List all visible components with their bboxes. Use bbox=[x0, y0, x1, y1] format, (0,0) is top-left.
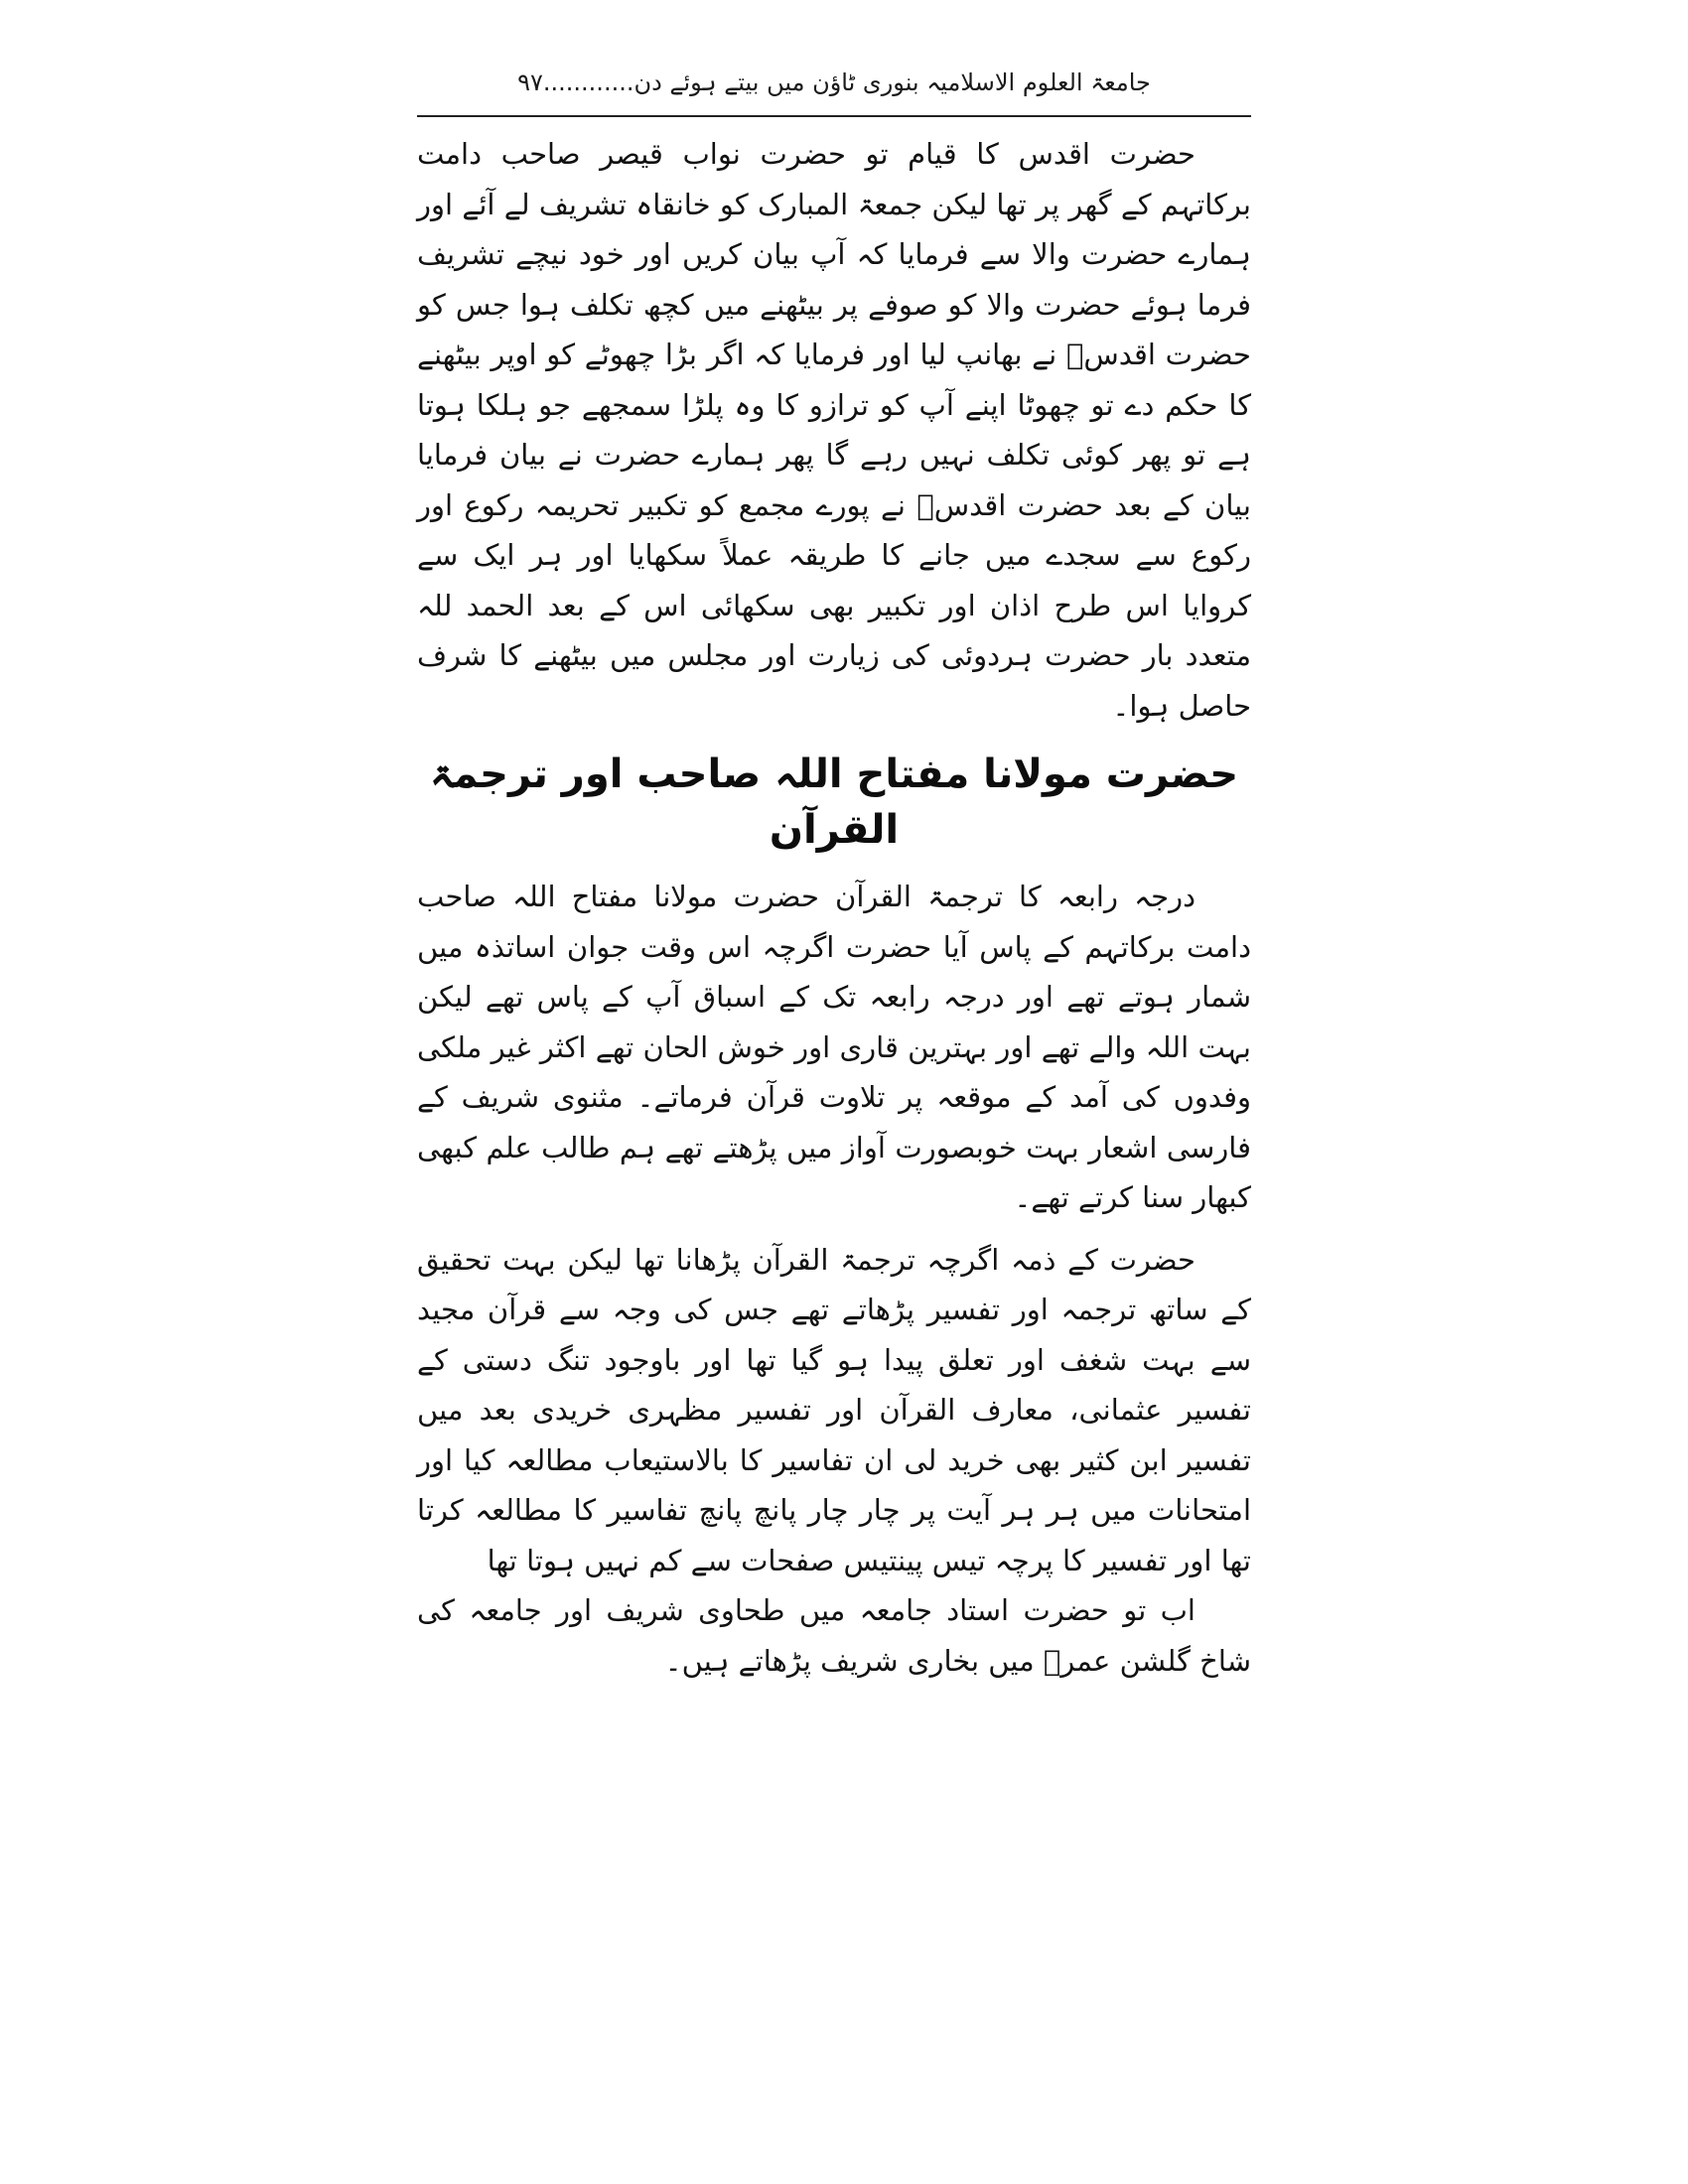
document-page bbox=[417, 48, 1251, 1678]
body-text bbox=[417, 129, 1251, 1686]
header-rule bbox=[417, 115, 1251, 117]
running-header: جامعۃ العلوم الاسلامیہ بنوری ٹاؤن میں بیتے ہوئے دن............۹۷ bbox=[517, 68, 1151, 96]
paragraph-gap bbox=[417, 1223, 1251, 1235]
paragraph-hazrat-aqdas-visit: حضرت اقدس کا قیام تو حضرت نواب قیصر صاحب دامت برکاتہم کے گھر پر تھا لیکن جمعۃ المبارک کو خانقاہ تشریف لے آئے اور ہمارے حضرت والا سے فرمایا کہ آپ بیان کریں اور خود نیچے تشریف فرما ہوئے حضرت والا کو صوفے پر بیٹھنے میں کچھ تکلف ہوا جس کو حضرت اقدسؒ نے بھانپ لیا اور فرمایا کہ اگر بڑا چھوٹے کو اوپر بیٹھنے کا حکم دے تو چھوٹا اپنے آپ کو ترازو کا وہ پلڑا سمجھے جو ہلکا ہوتا ہے تو پھر کوئی تکلف نہیں رہے گا پھر ہمارے حضرت نے بیان فرمایا بیان کے بعد حضرت اقدسؒ نے پورے مجمع کو تکبیر تحریمہ رکوع اور رکوع سے سجدے میں جانے کا طریقہ عملاً سکھایا اور ہر ایک سے کروایا اس طرح اذان اور تکبیر بھی سکھائی اس کے بعد الحمد للہ متعدد بار حضرت ہردوئی کی زیارت اور مجلس میں بیٹھنے کا شرف حاصل ہوا۔ bbox=[417, 137, 1251, 723]
paragraph-tafseer-study: حضرت کے ذمہ اگرچہ ترجمۃ القرآن پڑھانا تھا لیکن بہت تحقیق کے ساتھ ترجمہ اور تفسیر پڑھاتے تھے جس کی وجہ سے قرآن مجید سے بہت شغف اور تعلق پیدا ہو گیا تھا اور باوجود تنگ دستی کے تفسیر عثمانی، معارف القرآن اور تفسیر مظہری خریدی بعد میں تفسیر ابن کثیر بھی خرید لی ان تفاسیر کا بالاستیعاب مطالعہ کیا اور امتحانات میں ہر ہر آیت پر چار چار پانچ پانچ تفاسیر کا مطالعہ کرتا تھا اور تفسیر کا پرچہ تیس پینتیس صفحات سے کم نہیں ہوتا تھا bbox=[417, 1242, 1251, 1577]
paragraph-tarjuma-teacher: درجہ رابعہ کا ترجمۃ القرآن حضرت مولانا مفتاح اللہ صاحب دامت برکاتہم کے پاس آیا حضرت اگرچہ اس وقت جوان اساتذہ میں شمار ہوتے تھے اور درجہ رابعہ تک کے اسباق آپ کے پاس تھے لیکن بہت اللہ والے تھے اور بہترین قاری اور خوش الحان تھے اکثر غیر ملکی وفدوں کی آمد کے موقعہ پر تلاوت قرآن فرماتے۔ مثنوی شریف کے فارسی اشعار بہت خوبصورت آواز میں پڑھتے تھے ہم طالب علم کبھی کبھار سنا کرتے تھے۔ bbox=[417, 880, 1251, 1214]
section-heading: حضرت مولانا مفتاح اللہ صاحب اور ترجمۃ القرآن bbox=[429, 751, 1239, 853]
paragraph-current-teaching: اب تو حضرت استاد جامعہ میں طحاوی شریف اور جامعہ کی شاخ گلشن عمرؓ میں بخاری شریف پڑھاتے ہیں۔ bbox=[417, 1593, 1251, 1678]
